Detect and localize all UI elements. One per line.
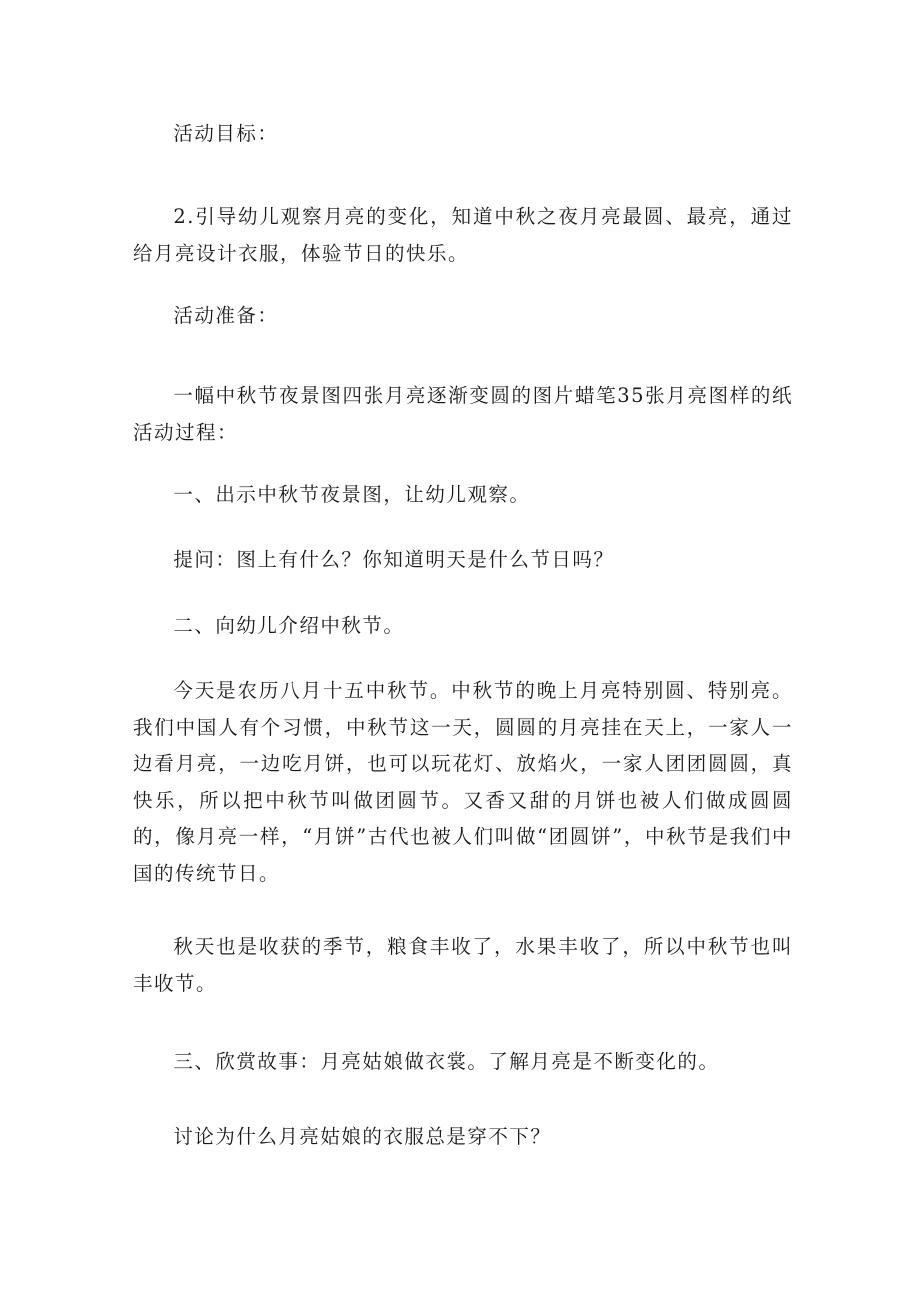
paragraph-step-3: 三、欣赏故事：月亮姑娘做衣裳。了解月亮是不断变化的。 (173, 1050, 720, 1073)
heading-activity-preparation: 活动准备： (173, 304, 279, 327)
paragraph-question: 提问：图上有什么？你知道明天是什么节日吗？ (173, 548, 615, 571)
paragraph-step-1: 一、出示中秋节夜景图，让幼儿观察。 (173, 483, 531, 506)
paragraph-step-2: 二、向幼儿介绍中秋节。 (173, 614, 405, 637)
paragraph-discussion: 讨论为什么月亮姑娘的衣服总是穿不下？ (173, 1125, 552, 1148)
paragraph-festival-intro: 今天是农历八月十五中秋节。中秋节的晚上月亮特别圆、特别亮。我们中国人有个习惯，中秋节这一天，圆圆的月亮挂在天上，一家人一边看月亮，一边吃月饼，也可以玩花灯、放焰火，一家人团团圆圆，真快乐，所以把中秋节叫做团圆节。又香又甜的月饼也被人们做成圆圆的，像月亮一样，“月饼”古代也被人们叫做“团圆饼”，中秋节是我们中国的传统节日。 (133, 679, 793, 885)
heading-activity-goals: 活动目标： (173, 122, 279, 145)
paragraph-materials: 一幅中秋节夜景图四张月亮逐渐变圆的图片蜡笔35张月亮图样的纸活动过程： (133, 384, 793, 444)
paragraph-goal-2: 2.引导幼儿观察月亮的变化，知道中秋之夜月亮最圆、最亮，通过给月亮设计衣服，体验节日的快乐。 (133, 205, 793, 265)
paragraph-harvest: 秋天也是收获的季节，粮食丰收了，水果丰收了，所以中秋节也叫丰收节。 (133, 935, 793, 995)
